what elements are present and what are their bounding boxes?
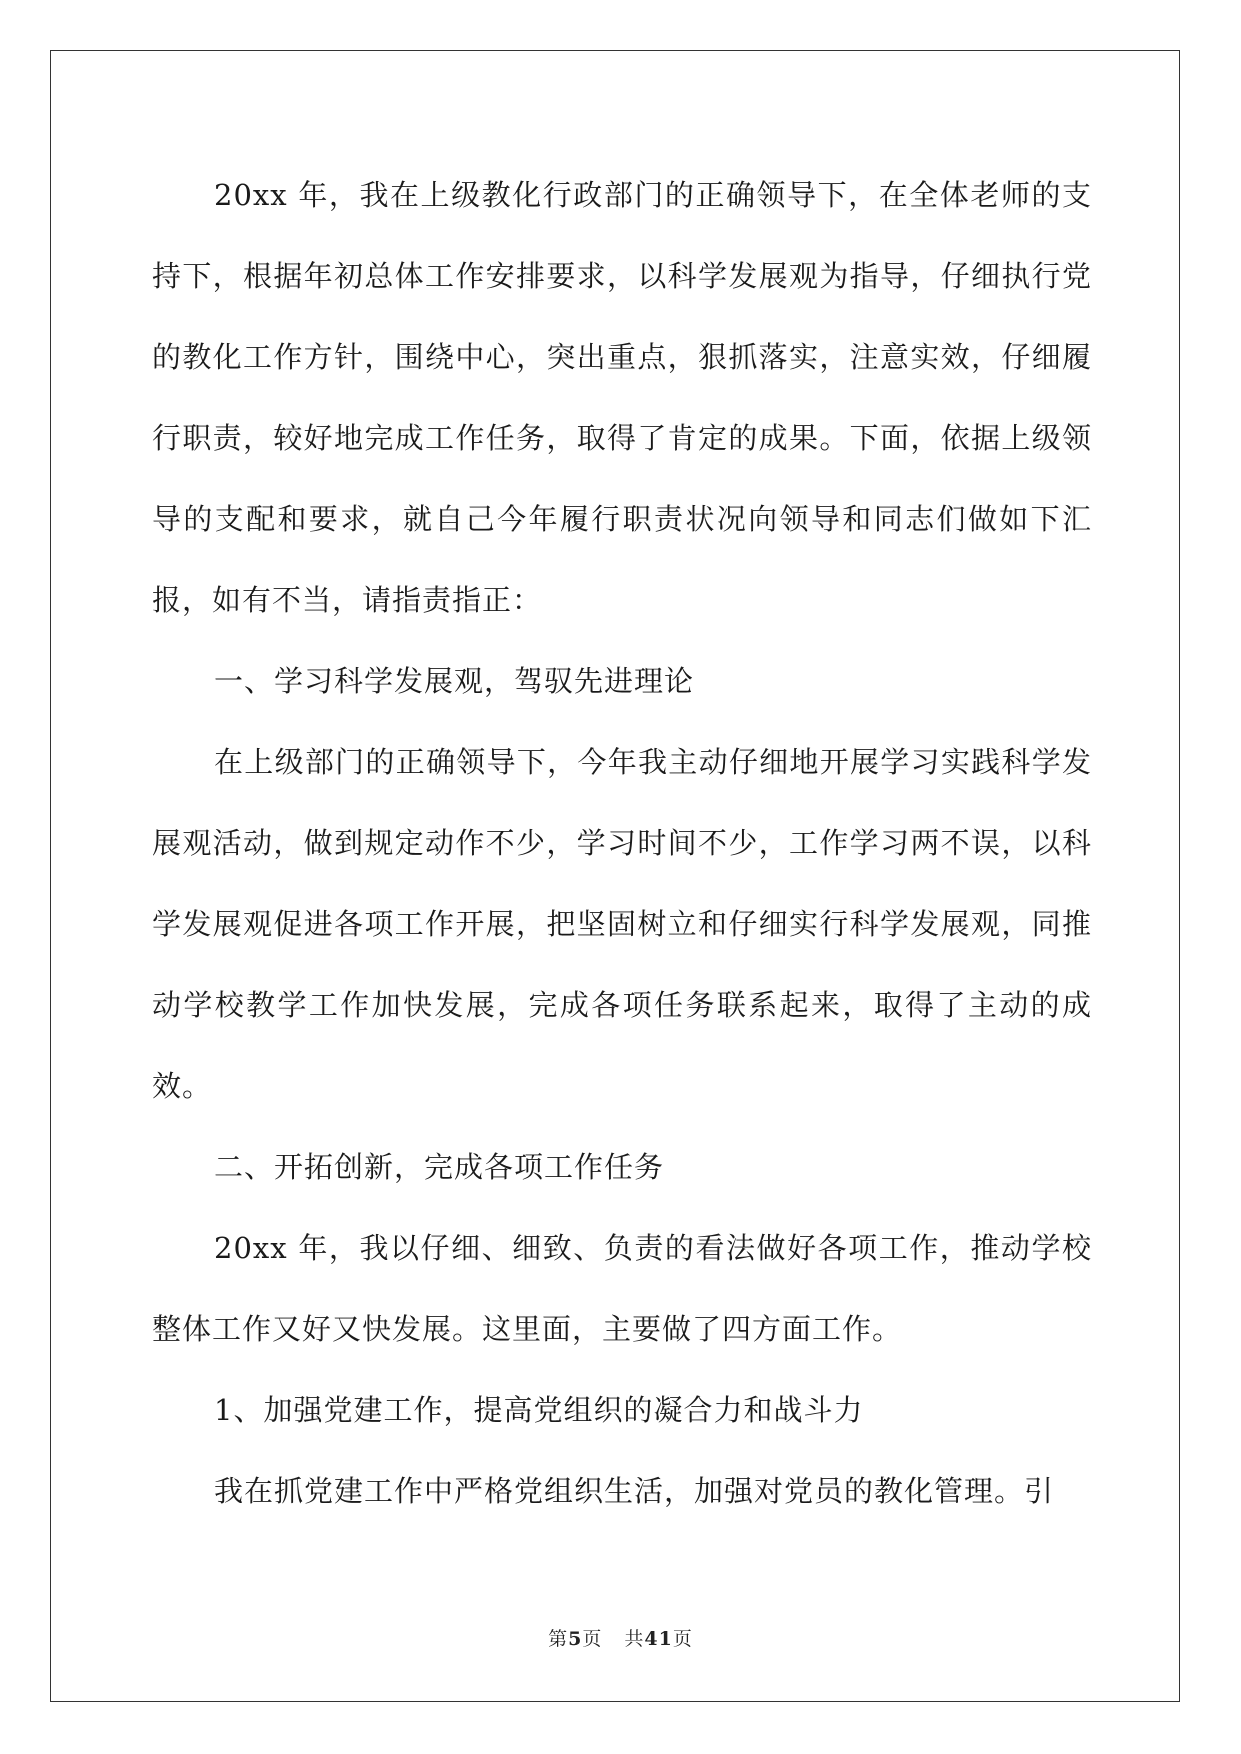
page-footer: [0, 1624, 1241, 1651]
section-heading-1: 一、学习科学发展观，驾驭先进理论: [214, 664, 695, 698]
document-body: [152, 155, 1092, 1532]
paragraph-section-1: 在上级部门的正确领导下，今年我主动仔细地开展学习实践科学发展观活动，做到规定动作不少，学习时间不少，工作学习两不误，以科学发展观促进各项工作开展，把坚固树立和仔细实行科学发展观，同推动学校教学工作加快发展，完成各项任务联系起来，取得了主动的成效。: [152, 745, 1092, 1103]
current-page-number: 5: [568, 1628, 583, 1650]
paragraph-subsection-1: 我在抓党建工作中严格党组织生活，加强对党员的教化管理。引: [214, 1474, 1055, 1508]
paragraph-section-2: 20xx 年，我以仔细、细致、负责的看法做好各项工作，推动学校整体工作又好又快发展。这里面，主要做了四方面工作。: [152, 1231, 1092, 1346]
footer-total-prefix: 共: [624, 1628, 645, 1650]
footer-page-word: 页: [582, 1628, 603, 1650]
subsection-heading-1: 1、加强党建工作，提高党组织的凝合力和战斗力: [214, 1393, 864, 1427]
total-pages-number: 41: [644, 1628, 673, 1650]
footer-total-suffix: 页: [672, 1628, 693, 1650]
section-heading-2: 二、开拓创新，完成各项工作任务: [214, 1150, 665, 1184]
paragraph-intro: 20xx 年，我在上级教化行政部门的正确领导下，在全体老师的支持下，根据年初总体工作安排要求，以科学发展观为指导，仔细执行党的教化工作方针，围绕中心，突出重点，狠抓落实，注意实效，仔细履行职责，较好地完成工作任务，取得了肯定的成果。下面，依据上级领导的支配和要求，就自己今年履行职责状况向领导和同志们做如下汇报，如有不当，请指责指正：: [152, 178, 1092, 617]
footer-prefix: 第: [548, 1628, 569, 1650]
